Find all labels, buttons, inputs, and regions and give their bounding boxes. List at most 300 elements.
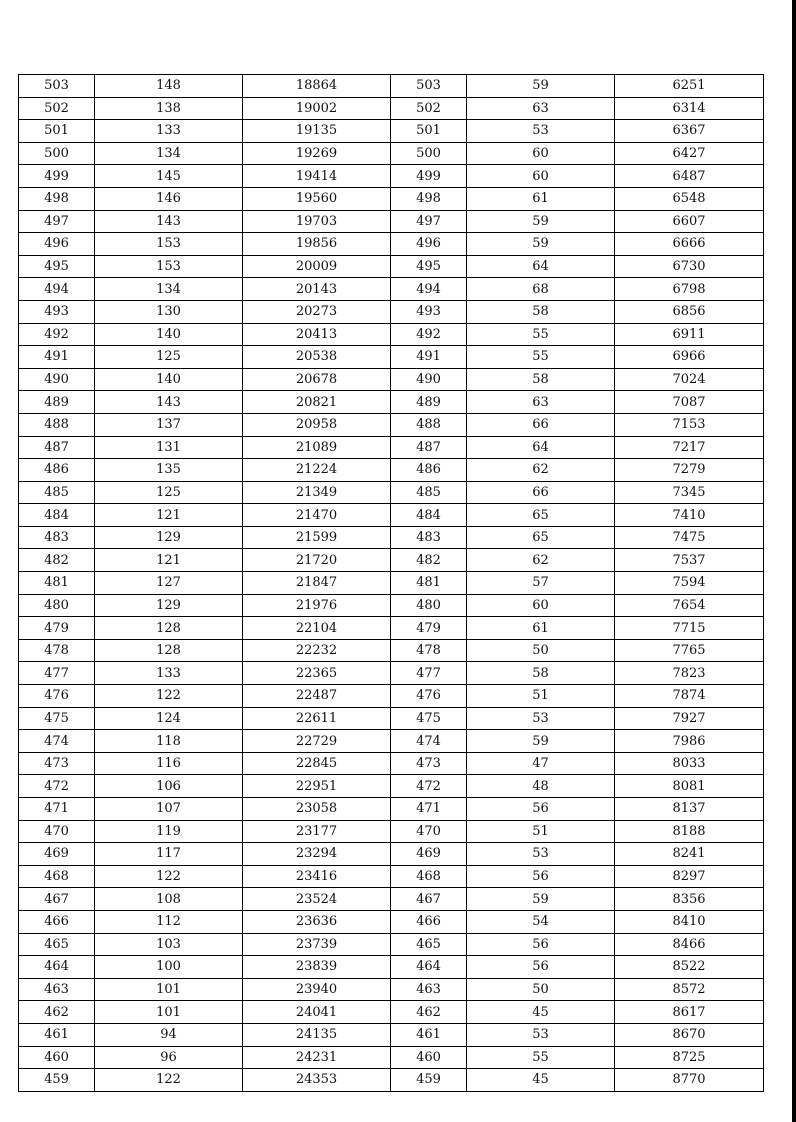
table-row bbox=[19, 504, 764, 527]
cell-cumulative-b: 7279 bbox=[615, 459, 764, 482]
cell-score-b: 459 bbox=[391, 1069, 467, 1092]
table-row bbox=[19, 639, 764, 662]
cell-count-a: 134 bbox=[95, 278, 243, 301]
cell-count-b: 55 bbox=[467, 1046, 615, 1069]
cell-score-b: 494 bbox=[391, 278, 467, 301]
cell-score-a: 482 bbox=[19, 549, 95, 572]
cell-cumulative-a: 20821 bbox=[243, 391, 391, 414]
table-row bbox=[19, 436, 764, 459]
cell-score-b: 492 bbox=[391, 323, 467, 346]
cell-score-b: 478 bbox=[391, 639, 467, 662]
cell-cumulative-a: 21720 bbox=[243, 549, 391, 572]
cell-cumulative-b: 8356 bbox=[615, 888, 764, 911]
cell-cumulative-b: 6367 bbox=[615, 120, 764, 143]
cell-cumulative-b: 8770 bbox=[615, 1069, 764, 1092]
cell-count-b: 61 bbox=[467, 187, 615, 210]
cell-score-b: 480 bbox=[391, 594, 467, 617]
table-row bbox=[19, 233, 764, 256]
cell-count-b: 57 bbox=[467, 572, 615, 595]
cell-score-b: 464 bbox=[391, 956, 467, 979]
cell-cumulative-b: 6607 bbox=[615, 210, 764, 233]
cell-score-a: 466 bbox=[19, 910, 95, 933]
cell-score-b: 461 bbox=[391, 1023, 467, 1046]
table-row bbox=[19, 956, 764, 979]
cell-score-a: 498 bbox=[19, 187, 95, 210]
cell-count-b: 59 bbox=[467, 888, 615, 911]
cell-score-a: 475 bbox=[19, 707, 95, 730]
cell-cumulative-a: 20958 bbox=[243, 413, 391, 436]
cell-score-b: 482 bbox=[391, 549, 467, 572]
cell-count-b: 53 bbox=[467, 120, 615, 143]
cell-cumulative-b: 7537 bbox=[615, 549, 764, 572]
table-row bbox=[19, 730, 764, 753]
cell-cumulative-b: 6314 bbox=[615, 97, 764, 120]
cell-score-b: 486 bbox=[391, 459, 467, 482]
cell-score-b: 471 bbox=[391, 798, 467, 821]
cell-score-a: 495 bbox=[19, 255, 95, 278]
cell-count-a: 129 bbox=[95, 526, 243, 549]
cell-cumulative-a: 22487 bbox=[243, 685, 391, 708]
cell-cumulative-a: 24231 bbox=[243, 1046, 391, 1069]
cell-count-b: 64 bbox=[467, 436, 615, 459]
cell-score-b: 469 bbox=[391, 843, 467, 866]
cell-cumulative-b: 8617 bbox=[615, 1001, 764, 1024]
cell-count-b: 61 bbox=[467, 617, 615, 640]
cell-cumulative-a: 22365 bbox=[243, 662, 391, 685]
table-row bbox=[19, 278, 764, 301]
cell-count-b: 55 bbox=[467, 323, 615, 346]
cell-cumulative-b: 7475 bbox=[615, 526, 764, 549]
cell-count-a: 121 bbox=[95, 504, 243, 527]
cell-score-a: 494 bbox=[19, 278, 95, 301]
table-row bbox=[19, 1069, 764, 1092]
cell-count-a: 133 bbox=[95, 120, 243, 143]
cell-score-a: 462 bbox=[19, 1001, 95, 1024]
cell-score-b: 467 bbox=[391, 888, 467, 911]
cell-count-a: 117 bbox=[95, 843, 243, 866]
cell-score-a: 464 bbox=[19, 956, 95, 979]
cell-score-b: 460 bbox=[391, 1046, 467, 1069]
cell-cumulative-b: 7654 bbox=[615, 594, 764, 617]
cell-cumulative-b: 6911 bbox=[615, 323, 764, 346]
cell-score-b: 484 bbox=[391, 504, 467, 527]
cell-score-b: 495 bbox=[391, 255, 467, 278]
table-row bbox=[19, 685, 764, 708]
table-row bbox=[19, 368, 764, 391]
cell-count-b: 68 bbox=[467, 278, 615, 301]
cell-count-a: 127 bbox=[95, 572, 243, 595]
table-row bbox=[19, 75, 764, 98]
cell-count-a: 101 bbox=[95, 1001, 243, 1024]
cell-cumulative-b: 7217 bbox=[615, 436, 764, 459]
cell-score-a: 459 bbox=[19, 1069, 95, 1092]
cell-cumulative-b: 8410 bbox=[615, 910, 764, 933]
cell-cumulative-b: 8033 bbox=[615, 752, 764, 775]
table-row bbox=[19, 346, 764, 369]
cell-score-b: 475 bbox=[391, 707, 467, 730]
cell-cumulative-a: 24041 bbox=[243, 1001, 391, 1024]
table-row bbox=[19, 865, 764, 888]
cell-cumulative-b: 6666 bbox=[615, 233, 764, 256]
cell-cumulative-b: 7874 bbox=[615, 685, 764, 708]
cell-score-b: 470 bbox=[391, 820, 467, 843]
cell-count-b: 53 bbox=[467, 707, 615, 730]
cell-count-a: 101 bbox=[95, 978, 243, 1001]
table-row bbox=[19, 165, 764, 188]
score-distribution-table bbox=[18, 74, 764, 1092]
cell-score-a: 500 bbox=[19, 142, 95, 165]
cell-count-b: 56 bbox=[467, 798, 615, 821]
cell-count-b: 56 bbox=[467, 933, 615, 956]
cell-cumulative-b: 7024 bbox=[615, 368, 764, 391]
cell-score-b: 491 bbox=[391, 346, 467, 369]
cell-count-a: 129 bbox=[95, 594, 243, 617]
cell-cumulative-b: 6427 bbox=[615, 142, 764, 165]
cell-cumulative-a: 21976 bbox=[243, 594, 391, 617]
cell-score-a: 481 bbox=[19, 572, 95, 595]
cell-count-b: 51 bbox=[467, 820, 615, 843]
cell-cumulative-a: 20538 bbox=[243, 346, 391, 369]
cell-count-a: 122 bbox=[95, 685, 243, 708]
cell-count-a: 125 bbox=[95, 346, 243, 369]
table-row bbox=[19, 1023, 764, 1046]
table-row bbox=[19, 1001, 764, 1024]
cell-count-b: 63 bbox=[467, 391, 615, 414]
table-row bbox=[19, 707, 764, 730]
cell-score-a: 486 bbox=[19, 459, 95, 482]
cell-count-b: 53 bbox=[467, 843, 615, 866]
cell-count-b: 58 bbox=[467, 662, 615, 685]
cell-score-a: 477 bbox=[19, 662, 95, 685]
cell-score-a: 469 bbox=[19, 843, 95, 866]
cell-cumulative-a: 22104 bbox=[243, 617, 391, 640]
table-row bbox=[19, 255, 764, 278]
table-row bbox=[19, 323, 764, 346]
table-row bbox=[19, 888, 764, 911]
cell-count-a: 130 bbox=[95, 300, 243, 323]
cell-score-a: 465 bbox=[19, 933, 95, 956]
cell-count-b: 60 bbox=[467, 165, 615, 188]
cell-score-a: 502 bbox=[19, 97, 95, 120]
table-row bbox=[19, 459, 764, 482]
cell-count-a: 143 bbox=[95, 210, 243, 233]
cell-count-b: 56 bbox=[467, 865, 615, 888]
cell-cumulative-a: 23739 bbox=[243, 933, 391, 956]
cell-score-a: 497 bbox=[19, 210, 95, 233]
cell-score-a: 460 bbox=[19, 1046, 95, 1069]
page-edge-rule bbox=[792, 0, 796, 1122]
cell-score-b: 496 bbox=[391, 233, 467, 256]
table-row bbox=[19, 820, 764, 843]
cell-cumulative-b: 8466 bbox=[615, 933, 764, 956]
cell-count-a: 134 bbox=[95, 142, 243, 165]
cell-score-b: 463 bbox=[391, 978, 467, 1001]
cell-count-a: 133 bbox=[95, 662, 243, 685]
cell-cumulative-a: 23940 bbox=[243, 978, 391, 1001]
cell-cumulative-b: 8670 bbox=[615, 1023, 764, 1046]
cell-count-b: 55 bbox=[467, 346, 615, 369]
cell-count-a: 131 bbox=[95, 436, 243, 459]
cell-count-b: 59 bbox=[467, 730, 615, 753]
cell-count-a: 138 bbox=[95, 97, 243, 120]
table-row bbox=[19, 187, 764, 210]
cell-score-b: 485 bbox=[391, 481, 467, 504]
cell-cumulative-a: 19002 bbox=[243, 97, 391, 120]
cell-score-a: 492 bbox=[19, 323, 95, 346]
table-row bbox=[19, 617, 764, 640]
cell-cumulative-b: 6798 bbox=[615, 278, 764, 301]
cell-score-a: 491 bbox=[19, 346, 95, 369]
cell-score-a: 478 bbox=[19, 639, 95, 662]
cell-score-a: 487 bbox=[19, 436, 95, 459]
cell-cumulative-a: 22611 bbox=[243, 707, 391, 730]
cell-count-b: 54 bbox=[467, 910, 615, 933]
cell-cumulative-b: 7823 bbox=[615, 662, 764, 685]
cell-count-b: 53 bbox=[467, 1023, 615, 1046]
cell-count-a: 121 bbox=[95, 549, 243, 572]
cell-score-a: 485 bbox=[19, 481, 95, 504]
cell-score-b: 497 bbox=[391, 210, 467, 233]
cell-count-b: 51 bbox=[467, 685, 615, 708]
cell-cumulative-b: 8522 bbox=[615, 956, 764, 979]
cell-count-a: 116 bbox=[95, 752, 243, 775]
cell-count-a: 140 bbox=[95, 323, 243, 346]
cell-cumulative-b: 7410 bbox=[615, 504, 764, 527]
cell-score-a: 474 bbox=[19, 730, 95, 753]
table-row bbox=[19, 1046, 764, 1069]
table-row bbox=[19, 662, 764, 685]
cell-score-b: 465 bbox=[391, 933, 467, 956]
cell-cumulative-a: 20009 bbox=[243, 255, 391, 278]
cell-cumulative-b: 8297 bbox=[615, 865, 764, 888]
cell-count-b: 66 bbox=[467, 481, 615, 504]
cell-cumulative-a: 22729 bbox=[243, 730, 391, 753]
cell-count-b: 66 bbox=[467, 413, 615, 436]
cell-cumulative-a: 21349 bbox=[243, 481, 391, 504]
cell-score-b: 474 bbox=[391, 730, 467, 753]
cell-count-b: 63 bbox=[467, 97, 615, 120]
cell-score-b: 483 bbox=[391, 526, 467, 549]
cell-count-a: 128 bbox=[95, 639, 243, 662]
cell-count-a: 153 bbox=[95, 255, 243, 278]
cell-score-b: 472 bbox=[391, 775, 467, 798]
cell-score-a: 463 bbox=[19, 978, 95, 1001]
cell-count-b: 45 bbox=[467, 1001, 615, 1024]
cell-cumulative-a: 19703 bbox=[243, 210, 391, 233]
cell-count-a: 100 bbox=[95, 956, 243, 979]
cell-score-b: 500 bbox=[391, 142, 467, 165]
cell-score-b: 493 bbox=[391, 300, 467, 323]
cell-score-b: 501 bbox=[391, 120, 467, 143]
table-row bbox=[19, 798, 764, 821]
cell-count-b: 47 bbox=[467, 752, 615, 775]
cell-cumulative-a: 19856 bbox=[243, 233, 391, 256]
cell-count-b: 58 bbox=[467, 300, 615, 323]
table-row bbox=[19, 97, 764, 120]
table-row bbox=[19, 300, 764, 323]
cell-count-a: 145 bbox=[95, 165, 243, 188]
cell-cumulative-a: 21599 bbox=[243, 526, 391, 549]
cell-cumulative-b: 7927 bbox=[615, 707, 764, 730]
cell-count-a: 107 bbox=[95, 798, 243, 821]
cell-score-b: 476 bbox=[391, 685, 467, 708]
cell-count-a: 128 bbox=[95, 617, 243, 640]
cell-score-b: 502 bbox=[391, 97, 467, 120]
cell-count-a: 137 bbox=[95, 413, 243, 436]
table-row bbox=[19, 142, 764, 165]
cell-cumulative-a: 23839 bbox=[243, 956, 391, 979]
cell-count-a: 122 bbox=[95, 1069, 243, 1092]
cell-count-a: 122 bbox=[95, 865, 243, 888]
table-row bbox=[19, 933, 764, 956]
cell-score-b: 473 bbox=[391, 752, 467, 775]
cell-score-b: 479 bbox=[391, 617, 467, 640]
cell-score-b: 487 bbox=[391, 436, 467, 459]
cell-cumulative-b: 7345 bbox=[615, 481, 764, 504]
cell-score-b: 503 bbox=[391, 75, 467, 98]
cell-cumulative-a: 21470 bbox=[243, 504, 391, 527]
cell-count-a: 143 bbox=[95, 391, 243, 414]
cell-score-a: 501 bbox=[19, 120, 95, 143]
table-row bbox=[19, 413, 764, 436]
table-row bbox=[19, 843, 764, 866]
table-row bbox=[19, 910, 764, 933]
cell-score-a: 503 bbox=[19, 75, 95, 98]
cell-count-b: 56 bbox=[467, 956, 615, 979]
cell-cumulative-b: 7087 bbox=[615, 391, 764, 414]
cell-score-a: 490 bbox=[19, 368, 95, 391]
cell-score-a: 468 bbox=[19, 865, 95, 888]
table-row bbox=[19, 526, 764, 549]
table-row bbox=[19, 752, 764, 775]
cell-count-a: 94 bbox=[95, 1023, 243, 1046]
cell-score-a: 484 bbox=[19, 504, 95, 527]
cell-cumulative-a: 20273 bbox=[243, 300, 391, 323]
cell-cumulative-a: 22232 bbox=[243, 639, 391, 662]
cell-cumulative-a: 19560 bbox=[243, 187, 391, 210]
cell-cumulative-a: 20678 bbox=[243, 368, 391, 391]
cell-cumulative-a: 20413 bbox=[243, 323, 391, 346]
cell-cumulative-a: 23177 bbox=[243, 820, 391, 843]
cell-cumulative-b: 8572 bbox=[615, 978, 764, 1001]
cell-count-b: 60 bbox=[467, 142, 615, 165]
cell-score-a: 470 bbox=[19, 820, 95, 843]
cell-score-b: 462 bbox=[391, 1001, 467, 1024]
table-row bbox=[19, 549, 764, 572]
cell-count-b: 65 bbox=[467, 526, 615, 549]
cell-cumulative-a: 23524 bbox=[243, 888, 391, 911]
cell-score-a: 461 bbox=[19, 1023, 95, 1046]
cell-count-b: 64 bbox=[467, 255, 615, 278]
table-row bbox=[19, 391, 764, 414]
cell-score-a: 471 bbox=[19, 798, 95, 821]
cell-cumulative-a: 24353 bbox=[243, 1069, 391, 1092]
cell-count-a: 125 bbox=[95, 481, 243, 504]
cell-score-a: 480 bbox=[19, 594, 95, 617]
cell-cumulative-b: 8188 bbox=[615, 820, 764, 843]
cell-count-a: 118 bbox=[95, 730, 243, 753]
cell-cumulative-b: 6856 bbox=[615, 300, 764, 323]
cell-score-b: 481 bbox=[391, 572, 467, 595]
cell-count-b: 45 bbox=[467, 1069, 615, 1092]
cell-cumulative-b: 8241 bbox=[615, 843, 764, 866]
cell-cumulative-a: 19414 bbox=[243, 165, 391, 188]
cell-cumulative-b: 7594 bbox=[615, 572, 764, 595]
cell-count-a: 106 bbox=[95, 775, 243, 798]
cell-cumulative-a: 23058 bbox=[243, 798, 391, 821]
cell-count-b: 62 bbox=[467, 549, 615, 572]
table-row bbox=[19, 120, 764, 143]
cell-score-a: 473 bbox=[19, 752, 95, 775]
cell-cumulative-a: 23294 bbox=[243, 843, 391, 866]
cell-cumulative-a: 22845 bbox=[243, 752, 391, 775]
cell-score-b: 488 bbox=[391, 413, 467, 436]
cell-cumulative-b: 7765 bbox=[615, 639, 764, 662]
table-body bbox=[19, 75, 764, 1092]
cell-score-a: 467 bbox=[19, 888, 95, 911]
cell-cumulative-b: 7153 bbox=[615, 413, 764, 436]
cell-count-a: 112 bbox=[95, 910, 243, 933]
cell-count-b: 59 bbox=[467, 210, 615, 233]
cell-score-a: 488 bbox=[19, 413, 95, 436]
cell-count-b: 59 bbox=[467, 75, 615, 98]
cell-cumulative-b: 6730 bbox=[615, 255, 764, 278]
cell-score-b: 499 bbox=[391, 165, 467, 188]
cell-cumulative-b: 8137 bbox=[615, 798, 764, 821]
table-row bbox=[19, 481, 764, 504]
cell-count-a: 108 bbox=[95, 888, 243, 911]
cell-cumulative-a: 24135 bbox=[243, 1023, 391, 1046]
cell-score-a: 483 bbox=[19, 526, 95, 549]
cell-count-b: 59 bbox=[467, 233, 615, 256]
cell-score-a: 489 bbox=[19, 391, 95, 414]
cell-cumulative-b: 6966 bbox=[615, 346, 764, 369]
cell-count-a: 124 bbox=[95, 707, 243, 730]
cell-count-b: 50 bbox=[467, 639, 615, 662]
cell-count-b: 48 bbox=[467, 775, 615, 798]
cell-score-a: 496 bbox=[19, 233, 95, 256]
cell-cumulative-a: 23636 bbox=[243, 910, 391, 933]
cell-score-a: 472 bbox=[19, 775, 95, 798]
cell-cumulative-a: 21847 bbox=[243, 572, 391, 595]
cell-cumulative-a: 19269 bbox=[243, 142, 391, 165]
cell-score-b: 498 bbox=[391, 187, 467, 210]
table-row bbox=[19, 594, 764, 617]
table-row bbox=[19, 572, 764, 595]
cell-cumulative-a: 22951 bbox=[243, 775, 391, 798]
cell-cumulative-a: 18864 bbox=[243, 75, 391, 98]
cell-cumulative-a: 23416 bbox=[243, 865, 391, 888]
cell-score-a: 499 bbox=[19, 165, 95, 188]
cell-cumulative-a: 20143 bbox=[243, 278, 391, 301]
cell-count-b: 65 bbox=[467, 504, 615, 527]
cell-cumulative-b: 6251 bbox=[615, 75, 764, 98]
cell-score-a: 493 bbox=[19, 300, 95, 323]
table-row bbox=[19, 775, 764, 798]
cell-cumulative-a: 21224 bbox=[243, 459, 391, 482]
cell-score-a: 479 bbox=[19, 617, 95, 640]
cell-count-a: 146 bbox=[95, 187, 243, 210]
cell-cumulative-b: 8081 bbox=[615, 775, 764, 798]
cell-score-b: 490 bbox=[391, 368, 467, 391]
cell-cumulative-a: 21089 bbox=[243, 436, 391, 459]
cell-count-a: 119 bbox=[95, 820, 243, 843]
cell-cumulative-b: 7715 bbox=[615, 617, 764, 640]
cell-count-b: 60 bbox=[467, 594, 615, 617]
cell-count-a: 96 bbox=[95, 1046, 243, 1069]
cell-score-b: 489 bbox=[391, 391, 467, 414]
cell-cumulative-b: 6548 bbox=[615, 187, 764, 210]
